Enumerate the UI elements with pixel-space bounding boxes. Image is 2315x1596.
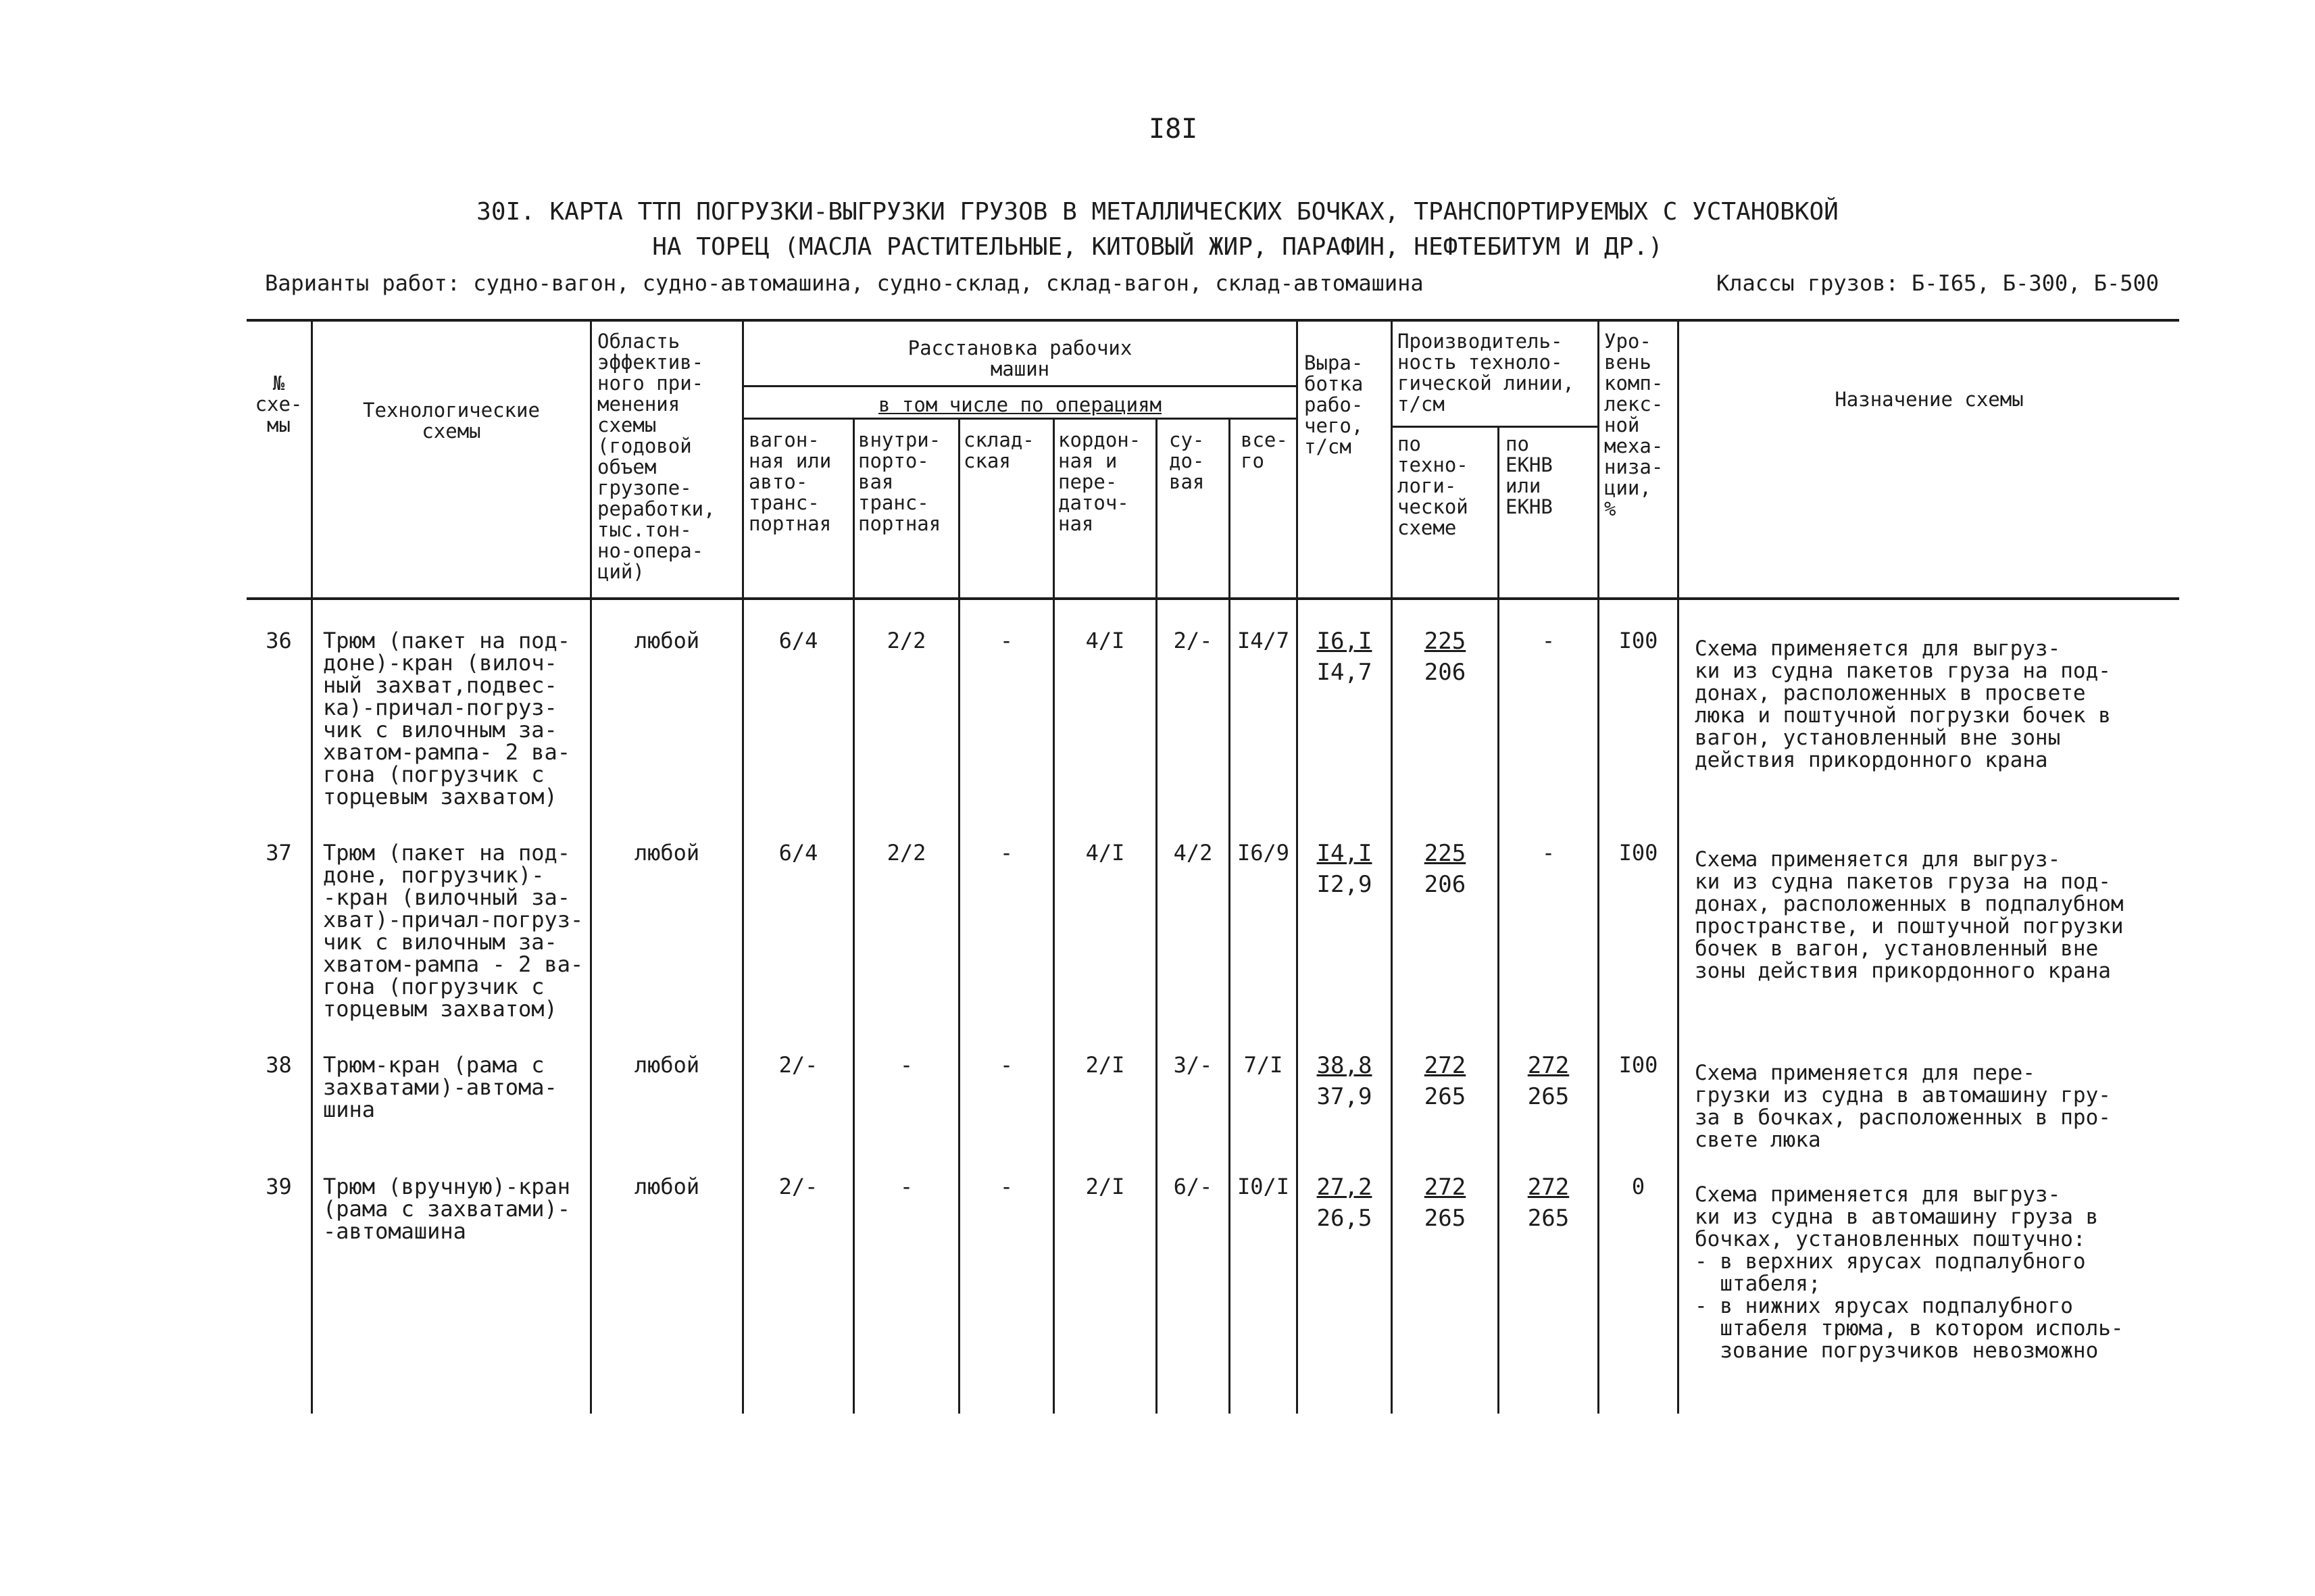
col-rule-7: [1155, 418, 1158, 1414]
header-tech-schemes: Технологические схемы: [363, 399, 540, 443]
row-num: 37: [266, 840, 292, 866]
row-op-cordon: 2/I: [1085, 1052, 1125, 1078]
header-placement: Расстановка рабочих машин: [907, 336, 1132, 380]
output-top: I6,I: [1316, 628, 1372, 655]
row-area: любой: [634, 1052, 700, 1078]
col-rule-8: [1228, 418, 1230, 1414]
row-op-wagon: 2/-: [778, 1052, 818, 1078]
prod-scheme-bottom: 265: [1424, 1083, 1466, 1110]
row-op-wagon: 6/4: [778, 628, 818, 653]
col-rule-11: [1497, 426, 1499, 1414]
header-num: № схе- мы: [255, 372, 303, 437]
cargo-classes: Классы грузов: Б-I65, Б-300, Б-500: [1716, 270, 2160, 296]
row-mech-level: 0: [1631, 1174, 1645, 1199]
col-rule-1: [311, 319, 313, 1414]
row-num: 38: [266, 1052, 292, 1078]
row-area: любой: [634, 1174, 700, 1199]
prod-scheme-bottom: 206: [1424, 659, 1466, 686]
output-bottom: 26,5: [1316, 1205, 1372, 1232]
row-op-cordon: 4/I: [1085, 840, 1125, 866]
title-line-1: 30I. КАРТА ТТП ПОГРУЗКИ-ВЫГРУЗКИ ГРУЗОВ В МЕТАЛЛИЧЕСКИХ БОЧКАХ, ТРАНСПОРТИРУЕМЫХ С УСТАНОВКОЙ: [476, 198, 1839, 226]
prod-eknv-top: 272: [1527, 1052, 1570, 1079]
col-rule-4: [853, 418, 855, 1414]
title-line-2: НА ТОРЕЦ (МАСЛА РАСТИТЕЛЬНЫЕ, КИТОВЫЙ ЖИР, ПАРАФИН, НЕФТЕБИТУМ И ДР.): [652, 233, 1663, 261]
row-area: любой: [634, 840, 700, 866]
row-op-total: I6/9: [1237, 840, 1290, 866]
row-op-ship: 4/2: [1173, 840, 1213, 866]
prod-scheme-top: 272: [1424, 1052, 1466, 1079]
header-area: Область эффектив- ного при- менения схемы (годовой объем грузопе- реработки, тыс.тон- но-опера- ций): [597, 330, 716, 583]
prod-eknv-top: 272: [1527, 1174, 1570, 1201]
row-op-warehouse: -: [999, 1052, 1014, 1078]
row-tech-scheme: Трюм (вручную)-кран (рама с захватами)- -автомашина: [323, 1174, 571, 1244]
rule-header-bottom: [247, 597, 2179, 600]
col-rule-13: [1677, 319, 1679, 1414]
row-tech-scheme: Трюм-кран (рама с захватами)-автома- шина: [323, 1052, 557, 1122]
output-bottom: 37,9: [1316, 1083, 1372, 1110]
row-op-wagon: 6/4: [778, 840, 818, 866]
row-op-intraport: 2/2: [887, 628, 926, 653]
row-op-intraport: -: [899, 1052, 914, 1078]
row-mech-level: I00: [1618, 628, 1658, 653]
row-mech-level: I00: [1618, 840, 1658, 866]
header-mech-level: Уро- вень комп- лекс- ной меха- низа- ции, %: [1604, 330, 1664, 520]
header-prod-eknv: по ЕКНВ или ЕКНВ: [1505, 432, 1553, 518]
row-purpose: Схема применяется для выгруз- ки из судна пакетов груза на под- донах, расположенных в подпалубном пространстве, и поштучной погрузки бочек в вагон, установленный вне зоны действия прикордонного крана: [1695, 847, 2124, 983]
col-rule-5: [958, 418, 960, 1414]
header-purpose: Назначение схемы: [1835, 388, 2024, 411]
row-op-warehouse: -: [999, 840, 1014, 866]
col-rule-12: [1597, 319, 1599, 1414]
row-prod-scheme: [1393, 838, 1497, 900]
rule-productivity-split: [1391, 426, 1597, 428]
row-prod-scheme: [1393, 1172, 1497, 1234]
header-prod-scheme: по техно- логи- ческой схеме: [1397, 432, 1468, 539]
prod-eknv-bottom: 265: [1527, 1083, 1570, 1110]
row-op-wagon: 2/-: [778, 1174, 818, 1199]
row-output: [1298, 838, 1391, 900]
col-rule-3: [742, 319, 744, 1414]
page-number: I8I: [1149, 114, 1198, 145]
row-op-ship: 2/-: [1173, 628, 1213, 653]
row-num: 36: [266, 628, 292, 653]
row-output: [1298, 1050, 1391, 1112]
row-op-total: I4/7: [1237, 628, 1290, 653]
row-op-ship: 6/-: [1173, 1174, 1213, 1199]
prod-scheme-top: 272: [1424, 1174, 1466, 1201]
prod-scheme-bottom: 265: [1424, 1205, 1466, 1232]
header-op-wagon: вагон- ная или авто- транс- портная: [749, 428, 832, 535]
header-op-total: все- го: [1241, 428, 1288, 472]
row-op-cordon: 2/I: [1085, 1174, 1125, 1199]
row-op-intraport: 2/2: [887, 840, 926, 866]
output-top: 38,8: [1316, 1052, 1372, 1079]
row-prod-scheme: [1393, 626, 1497, 688]
row-num: 39: [266, 1174, 292, 1199]
row-prod-eknv: [1499, 1050, 1597, 1112]
output-top: I4,I: [1316, 840, 1372, 867]
row-tech-scheme: Трюм (пакет на под- доне, погрузчик)- -кран (вилочный за- хват)-причал-погруз- чик с вилочным за- хватом-рампа - 2 ва- гона (погрузчик с торцевым захватом): [323, 840, 584, 1022]
prod-scheme-top: 225: [1424, 840, 1466, 867]
output-bottom: I2,9: [1316, 871, 1372, 898]
col-rule-6: [1053, 418, 1055, 1414]
prod-eknv-bottom: 265: [1527, 1205, 1570, 1232]
row-op-warehouse: -: [999, 1174, 1014, 1199]
row-mech-level: I00: [1618, 1052, 1658, 1078]
header-op-intraport: внутри- порто- вая транс- портная: [858, 428, 941, 535]
header-productivity: Производитель- ность техноло- гической линии, т/см: [1397, 330, 1574, 416]
output-top: 27,2: [1316, 1174, 1372, 1201]
row-prod-eknv: -: [1541, 628, 1555, 653]
row-output: [1298, 626, 1391, 688]
rule-placement-split: [742, 385, 1296, 387]
prod-scheme-bottom: 206: [1424, 871, 1466, 898]
header-op-warehouse: склад- ская: [964, 428, 1035, 472]
col-rule-2: [590, 319, 592, 1414]
header-op-ship: су- до- вая: [1169, 428, 1205, 493]
row-prod-eknv: -: [1541, 840, 1555, 866]
row-area: любой: [634, 628, 700, 653]
row-op-ship: 3/-: [1173, 1052, 1213, 1078]
row-purpose: Схема применяется для выгруз- ки из судна в автомашину груза в бочках, установленных поштучно: - в верхних ярусах подпалубного штабеля; - в нижних ярусах подпалубного штабеля трюма, в котором исполь- зование погрузчиков невозможно: [1695, 1182, 2124, 1363]
row-op-cordon: 4/I: [1085, 628, 1125, 653]
prod-scheme-top: 225: [1424, 628, 1466, 655]
row-prod-scheme: [1393, 1050, 1497, 1112]
row-prod-eknv: [1499, 1172, 1597, 1234]
row-purpose: Схема применяется для пере- грузки из судна в автомашину гру- за в бочках, расположенных в про- свете люка: [1695, 1061, 2111, 1152]
row-op-warehouse: -: [999, 628, 1014, 653]
row-tech-scheme: Трюм (пакет на под- доне)-кран (вилоч- ный захват,подвес- ка)-причал-погруз- чик с вилочным за- хватом-рампа- 2 ва- гона (погрузчик с торцевым захватом): [323, 628, 571, 809]
row-purpose: Схема применяется для выгруз- ки из судна пакетов груза на под- донах, расположенных в просвете люка и поштучной погрузки бочек в вагон, установленный вне зоны действия прикордонного крана: [1695, 637, 2111, 772]
rule-ops-split: [742, 418, 1296, 420]
row-op-total: 7/I: [1243, 1052, 1283, 1078]
work-variants: Варианты работ: судно-вагон, судно-автомашина, судно-склад, склад-вагон, склад-автомашина: [265, 270, 1424, 296]
row-output: [1298, 1172, 1391, 1234]
row-op-intraport: -: [899, 1174, 914, 1199]
header-op-cordon: кордон- ная и пере- даточ- ная: [1058, 428, 1141, 535]
row-op-total: I0/I: [1237, 1174, 1290, 1199]
header-including: в том числе по операциям: [878, 393, 1162, 416]
header-output: Выра- ботка рабо- чего, т/см: [1304, 351, 1364, 458]
rule-top: [247, 319, 2179, 322]
output-bottom: I4,7: [1316, 659, 1372, 686]
